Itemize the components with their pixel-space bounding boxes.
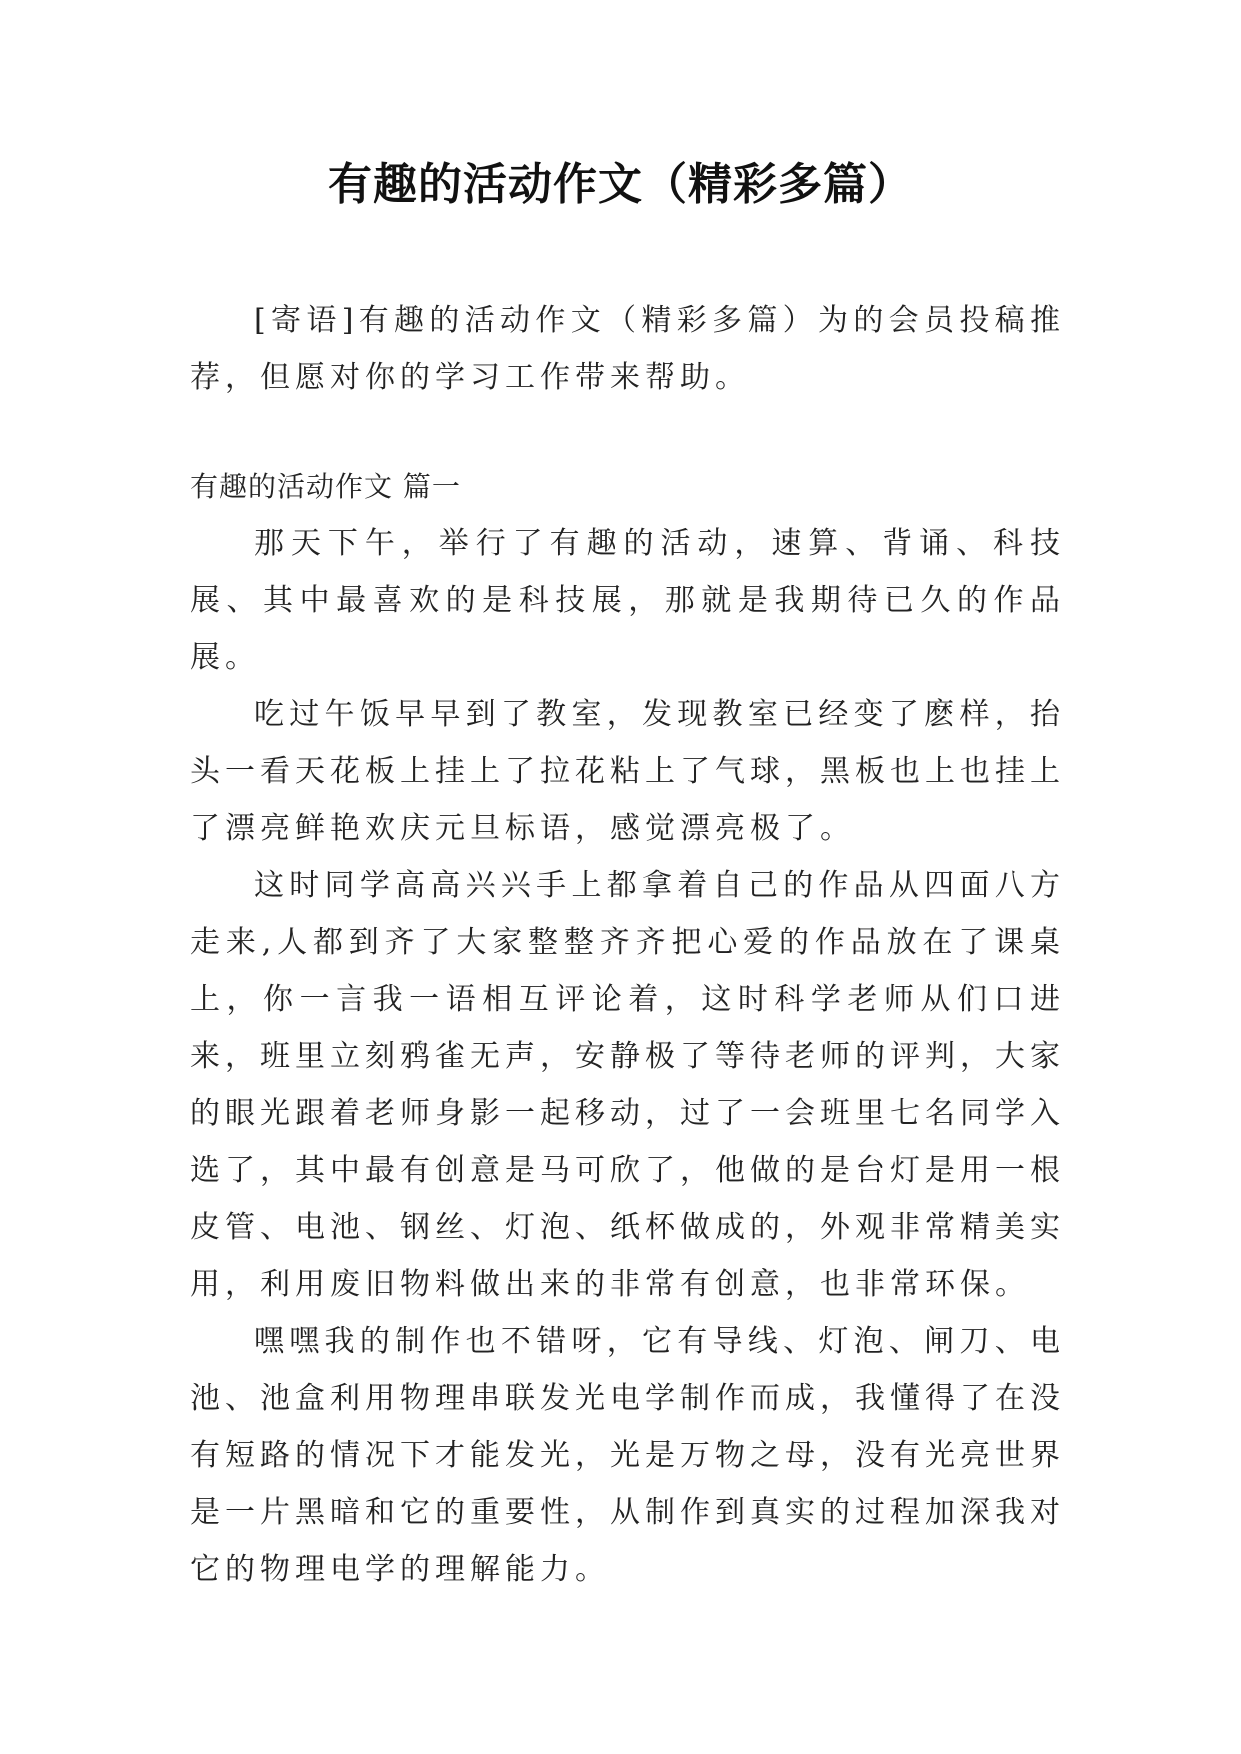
document-body [190, 292, 1065, 1598]
body-paragraph: 那天下午，举行了有趣的活动，速算、背诵、科技展、其中最喜欢的是科技展，那就是我期待已久的作品展。 [190, 526, 1065, 675]
body-paragraph: 嘿嘿我的制作也不错呀，它有导线、灯泡、闸刀、电池、池盒利用物理串联发光电学制作而成，我懂得了在没有短路的情况下才能发光，光是万物之母，没有光亮世界是一片黑暗和它的重要性，从制作到真实的过程加深我对它的物理电学的理解能力。 [190, 1324, 1065, 1587]
body-paragraph: 这时同学高高兴兴手上都拿着自己的作品从四面八方走来,人都到齐了大家整整齐齐把心爱的作品放在了课桌上，你一言我一语相互评论着，这时科学老师从们口进来，班里立刻鸦雀无声，安静极了等待老师的评判，大家的眼光跟着老师身影一起移动，过了一会班里七名同学入选了，其中最有创意是马可欣了，他做的是台灯是用一根皮管、电池、钢丝、灯泡、纸杯做成的，外观非常精美实用，利用废旧物料做出来的非常有创意，也非常环保。 [190, 868, 1065, 1302]
document-title: 有趣的活动作文（精彩多篇） [328, 159, 913, 210]
preface-paragraph: [寄语]有趣的活动作文（精彩多篇）为的会员投稿推荐，但愿对你的学习工作带来帮助。 [190, 303, 1065, 395]
body-paragraph: 吃过午饭早早到了教室，发现教室已经变了麽样，抬头一看天花板上挂上了拉花粘上了气球，黑板也上也挂上了漂亮鲜艳欢庆元旦标语，感觉漂亮极了。 [190, 697, 1065, 846]
section-heading: 有趣的活动作文 篇一 [190, 470, 461, 503]
